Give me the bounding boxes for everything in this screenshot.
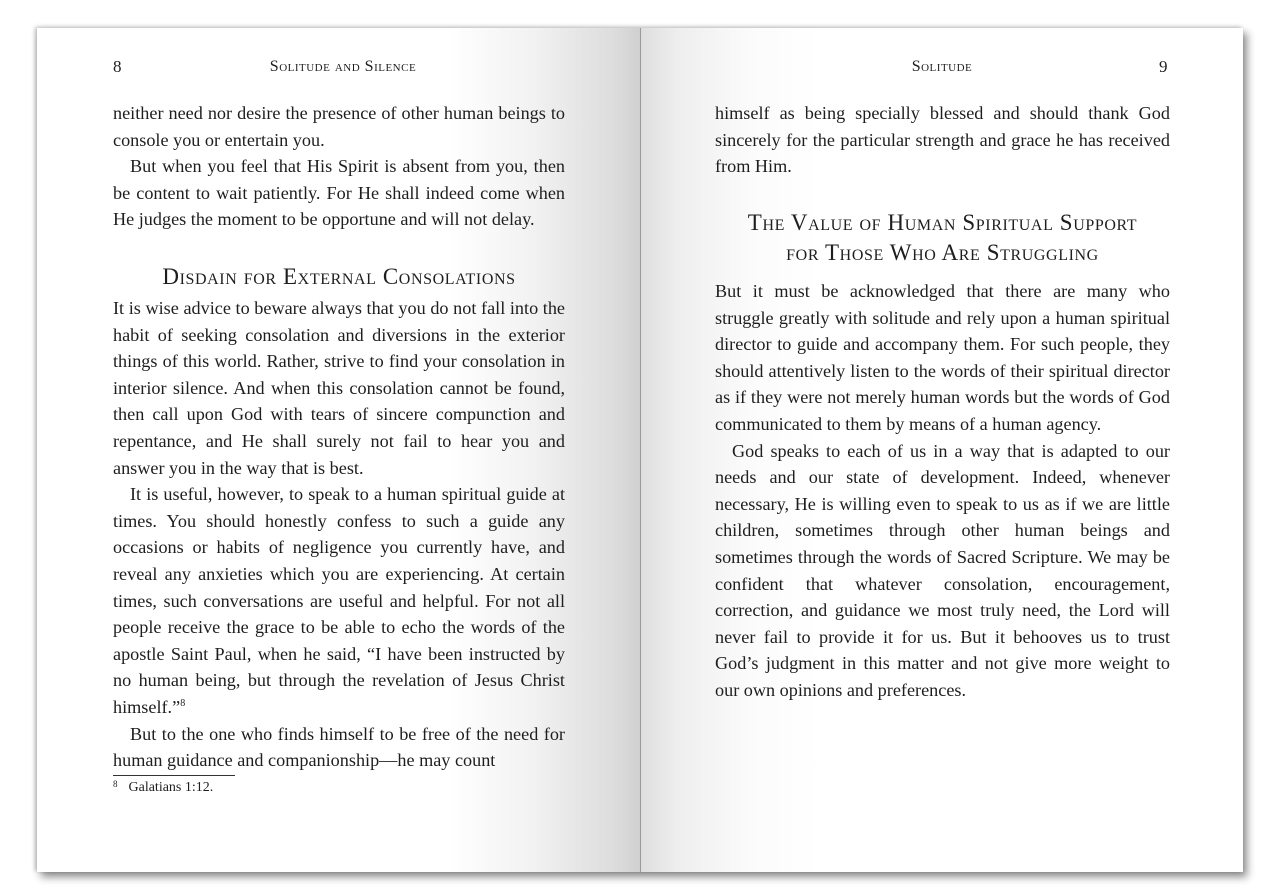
footnote [113, 780, 213, 796]
right-body-top [715, 100, 1170, 180]
section-heading [715, 208, 1170, 268]
right-section [715, 278, 1170, 704]
page-number: 9 [1159, 57, 1168, 76]
left-body-top [113, 100, 565, 233]
running-head: Solitude [911, 58, 973, 75]
footnote-rule [113, 775, 235, 776]
section-heading: Disdain for External Consolations [162, 264, 516, 289]
paragraph: God speaks to each of us in a way that is adapted to our needs and our state of development. Indeed, whenever necessary, He is willing even to speak to us as if we are little children, sometimes through other human beings and sometimes through the words of Sacred Scripture. We may be confident that whatever consolation, encouragement, correction, and guidance we most truly need, the Lord will never fail to provide it for us. But it behooves us to trust God’s judgment in this matter and not give more weight to our own opinions and preferences. [715, 440, 1170, 700]
paragraph: But it must be acknowledged that there are many who struggle greatly with solitude and rely upon a human spiritual director to guide and accompany them. For such people, they should attentively listen to the words of their spiritual director as if they were not merely human words but the words of God communicated to them by means of a human agency. [715, 281, 1170, 434]
footnote-text: Galatians 1:12. [128, 780, 214, 795]
paragraph: But when you feel that His Spirit is absent from you, then be content to wait patiently. For He shall indeed come when He judges the moment to be opportune and will not delay. [113, 156, 565, 230]
book-spread [37, 28, 1243, 872]
section-heading-line: for Those Who Are Struggling [786, 240, 1099, 265]
section-heading-line: The Value of Human Spiritual Support [747, 210, 1138, 235]
paragraph: But to the one who finds himself to be free of the need for human guidance and companionship—he may count [113, 723, 565, 771]
continuation-paragraph: neither need nor desire the presence of other human beings to console you or entertain you. [113, 103, 565, 150]
continuation-paragraph: himself as being specially blessed and should thank God sincerely for the particular strength and grace he has received from Him. [715, 103, 1170, 177]
paragraph: It is wise advice to beware always that you do not fall into the habit of seeking consolation and diversions in the exterior things of this world. Rather, strive to find your consolation in interior silence. And when this consolation cannot be found, then call upon God with tears of sincere compunction and repentance, and He shall surely not fail to hear you and answer you in the way that is best. [113, 298, 565, 478]
footnote-marker: 8 [113, 779, 118, 789]
paragraph-text: It is useful, however, to speak to a human spiritual guide at times. You should honestly confess to such a guide any occasions or habits of negligence you currently have, and reveal any anxieties which you are experiencing. At certain times, such conversations are useful and helpful. For not all people receive the grace to be able to echo the words of the apostle Saint Paul, when he said, “I have been instructed by no human being, but through the revelation of Jesus Christ himself.” [113, 484, 565, 717]
running-head: Solitude and Silence [269, 58, 417, 75]
left-page [37, 28, 641, 872]
left-section [113, 262, 565, 774]
paragraph-with-note [113, 481, 565, 720]
page-number: 8 [113, 57, 122, 76]
footnote-reference[interactable]: 8 [180, 697, 186, 709]
right-page [641, 28, 1243, 872]
